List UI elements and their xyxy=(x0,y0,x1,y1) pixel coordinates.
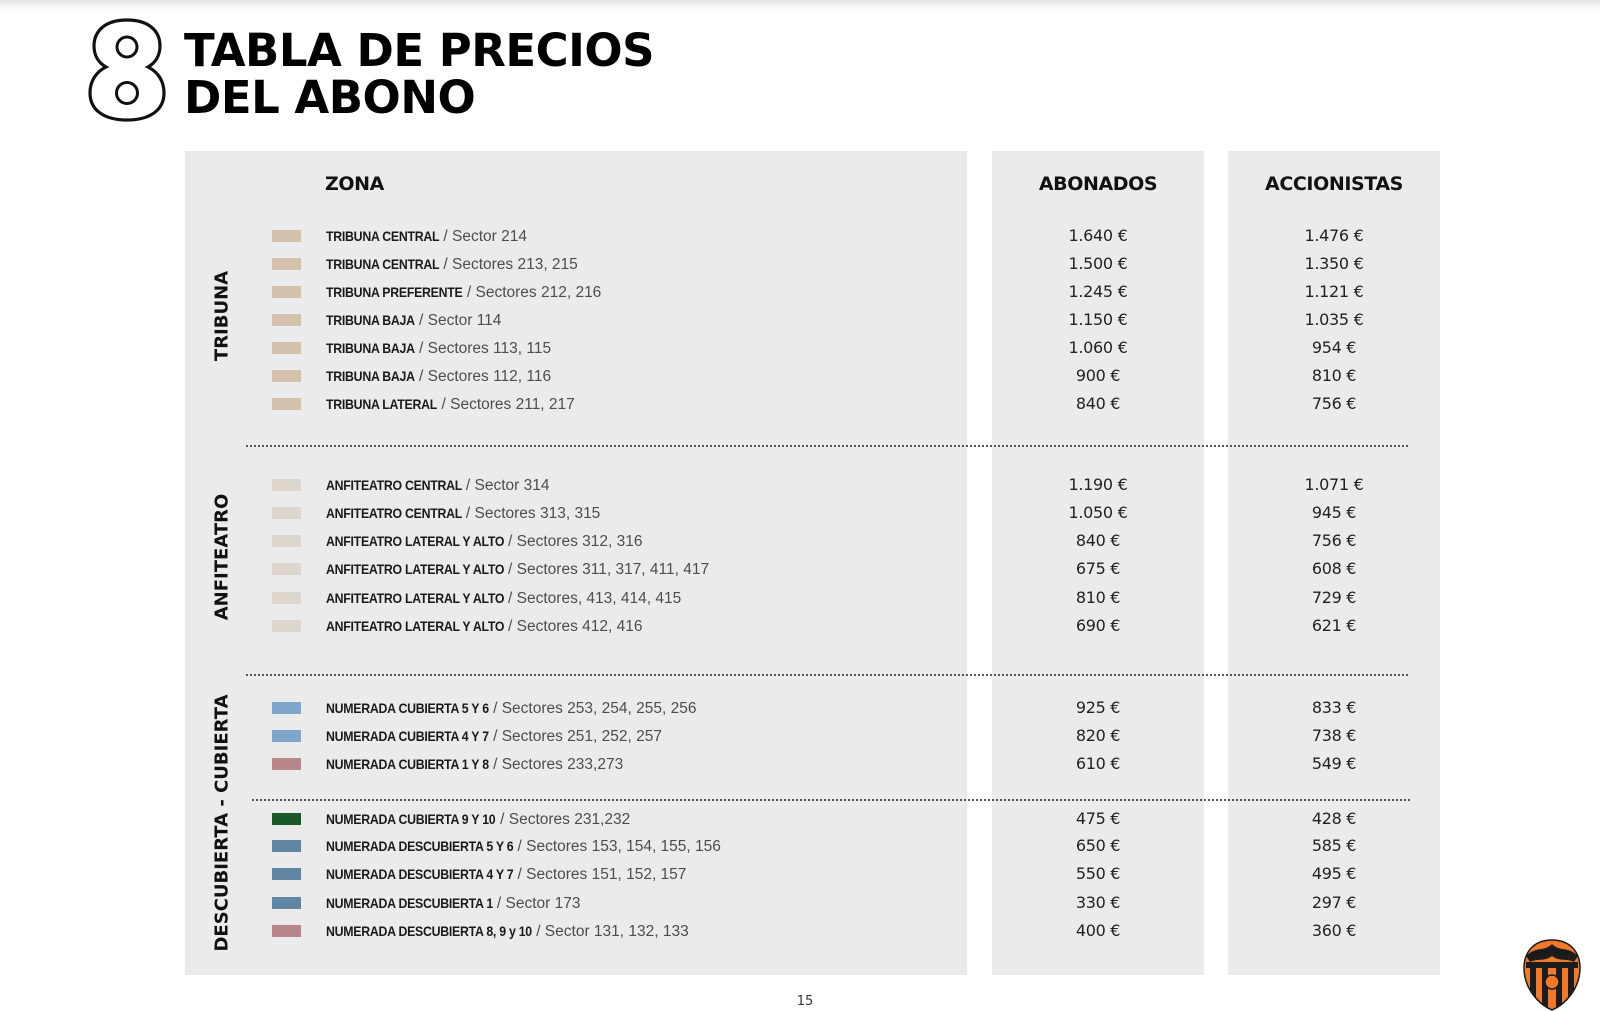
zone-sectors: / Sector 214 xyxy=(439,228,527,245)
zone-color-swatch xyxy=(272,258,301,270)
price-accionistas: 1.071 € xyxy=(1304,475,1364,494)
zone-sectors: / Sectores 151, 152, 157 xyxy=(513,866,687,883)
section-number-8-icon xyxy=(84,14,170,124)
zone-sectors: / Sector 314 xyxy=(461,477,550,494)
table-row xyxy=(0,250,1600,278)
table-row xyxy=(0,390,1600,418)
zone-color-swatch xyxy=(272,342,301,354)
price-abonados: 675 € xyxy=(1075,559,1121,578)
zone-name: NUMERADA CUBIERTA 9 Y 10 xyxy=(326,811,496,827)
zone-label xyxy=(326,754,623,775)
price-abonados: 690 € xyxy=(1075,616,1121,635)
zone-sectors: / Sectores 253, 254, 255, 256 xyxy=(488,700,697,717)
zone-color-swatch xyxy=(272,479,301,491)
zone-sectors: / Sectores 113, 115 xyxy=(414,340,552,357)
price-accionistas: 1.476 € xyxy=(1304,226,1364,245)
zone-name: TRIBUNA BAJA xyxy=(326,368,415,384)
zone-color-swatch xyxy=(272,702,301,714)
price-accionistas: 360 € xyxy=(1311,921,1357,940)
zone-label xyxy=(326,921,689,942)
zone-name: ANFITEATRO CENTRAL xyxy=(326,477,463,493)
table-row xyxy=(0,362,1600,390)
zone-sectors: / Sectores 311, 317, 411, 417 xyxy=(503,561,710,578)
group-separator xyxy=(246,445,1408,447)
zone-name: NUMERADA CUBIERTA 1 Y 8 xyxy=(326,756,489,772)
table-row xyxy=(0,750,1600,778)
price-accionistas: 495 € xyxy=(1311,864,1357,883)
table-row xyxy=(0,860,1600,888)
table-row xyxy=(0,832,1600,860)
price-accionistas: 954 € xyxy=(1311,338,1357,357)
zone-name: NUMERADA DESCUBIERTA 8, 9 y 10 xyxy=(326,923,532,939)
price-accionistas: 729 € xyxy=(1311,588,1357,607)
table-row xyxy=(0,334,1600,362)
zone-name: NUMERADA DESCUBIERTA 5 Y 6 xyxy=(326,838,514,854)
zone-color-swatch xyxy=(272,840,301,852)
zone-label xyxy=(326,394,575,415)
price-abonados: 1.640 € xyxy=(1068,226,1128,245)
zone-name: NUMERADA DESCUBIERTA 4 Y 7 xyxy=(326,866,514,882)
zone-color-swatch xyxy=(272,563,301,575)
zone-name: ANFITEATRO LATERAL Y ALTO xyxy=(326,533,505,549)
price-accionistas: 810 € xyxy=(1311,366,1357,385)
price-accionistas: 1.035 € xyxy=(1304,310,1364,329)
table-row xyxy=(0,555,1600,583)
page-title-line1: TABLA DE PRECIOS xyxy=(184,24,655,77)
zone-label xyxy=(326,366,551,387)
zone-label xyxy=(326,282,601,303)
zone-sectors: / Sectores 412, 416 xyxy=(503,618,643,635)
zone-name: TRIBUNA BAJA xyxy=(326,340,415,356)
zone-label xyxy=(326,503,600,524)
price-accionistas: 621 € xyxy=(1311,616,1357,635)
table-row xyxy=(0,612,1600,640)
zone-color-swatch xyxy=(272,370,301,382)
zone-label xyxy=(326,254,578,275)
price-accionistas: 608 € xyxy=(1311,559,1357,578)
price-accionistas: 1.121 € xyxy=(1304,282,1364,301)
zone-label xyxy=(326,864,686,885)
zone-label xyxy=(326,726,662,747)
price-abonados: 1.060 € xyxy=(1068,338,1128,357)
zone-name: TRIBUNA CENTRAL xyxy=(326,256,440,272)
price-accionistas: 1.350 € xyxy=(1304,254,1364,273)
zone-label xyxy=(326,698,696,719)
zone-label xyxy=(326,616,642,637)
zone-label xyxy=(326,226,527,247)
zone-color-swatch xyxy=(272,758,301,770)
table-row xyxy=(0,722,1600,750)
price-abonados: 475 € xyxy=(1075,809,1121,828)
zone-label xyxy=(326,559,709,580)
zone-sectors: / Sectores 213, 215 xyxy=(439,256,578,273)
price-abonados: 330 € xyxy=(1075,893,1121,912)
price-abonados: 650 € xyxy=(1075,836,1121,855)
zone-name: ANFITEATRO LATERAL Y ALTO xyxy=(326,561,505,577)
table-row xyxy=(0,694,1600,722)
zone-name: ANFITEATRO CENTRAL xyxy=(326,505,463,521)
zone-color-swatch xyxy=(272,592,301,604)
group-separator xyxy=(246,674,1408,676)
zone-sectors: / Sectores 231,232 xyxy=(495,811,631,828)
zone-label xyxy=(326,475,549,496)
table-row xyxy=(0,306,1600,334)
zone-color-swatch xyxy=(272,314,301,326)
price-abonados: 840 € xyxy=(1075,531,1121,550)
zone-name: NUMERADA DESCUBIERTA 1 xyxy=(326,895,493,911)
zone-color-swatch xyxy=(272,230,301,242)
zone-sectors: / Sectores 233,273 xyxy=(488,756,624,773)
table-row xyxy=(0,527,1600,555)
price-accionistas: 428 € xyxy=(1311,809,1357,828)
zone-name: TRIBUNA PREFERENTE xyxy=(326,284,463,300)
zone-sectors: / Sectores 251, 252, 257 xyxy=(488,728,662,745)
price-abonados: 925 € xyxy=(1075,698,1121,717)
zone-label xyxy=(326,338,551,359)
zone-color-swatch xyxy=(272,535,301,547)
table-row xyxy=(0,917,1600,945)
valencia-cf-crest-logo xyxy=(1522,938,1582,1011)
page-number: 15 xyxy=(796,994,814,1009)
price-accionistas: 756 € xyxy=(1311,531,1357,550)
price-abonados: 550 € xyxy=(1075,864,1121,883)
zone-label xyxy=(326,836,721,857)
zone-name: ANFITEATRO LATERAL Y ALTO xyxy=(326,618,505,634)
zone-sectors: / Sectores 312, 316 xyxy=(503,533,643,550)
zone-color-swatch xyxy=(272,813,301,825)
price-accionistas: 585 € xyxy=(1311,836,1357,855)
page-title xyxy=(184,24,655,124)
price-abonados: 1.500 € xyxy=(1068,254,1128,273)
table-row xyxy=(0,278,1600,306)
subgroup-separator xyxy=(252,799,1410,801)
zone-name: TRIBUNA CENTRAL xyxy=(326,228,440,244)
table-row xyxy=(0,499,1600,527)
table-row xyxy=(0,584,1600,612)
zone-sectors: / Sectores 153, 154, 155, 156 xyxy=(513,838,721,855)
price-abonados: 1.150 € xyxy=(1068,310,1128,329)
price-abonados: 1.050 € xyxy=(1068,503,1128,522)
table-row xyxy=(0,889,1600,917)
price-abonados: 1.190 € xyxy=(1068,475,1128,494)
column-header-accionistas: ACCIONISTAS xyxy=(1265,173,1403,195)
price-abonados: 400 € xyxy=(1075,921,1121,940)
zone-sectors: / Sector 114 xyxy=(414,312,502,329)
page-title-line2: DEL ABONO xyxy=(184,71,476,124)
zone-color-swatch xyxy=(272,620,301,632)
zone-label xyxy=(326,310,501,331)
zone-color-swatch xyxy=(272,925,301,937)
price-accionistas: 756 € xyxy=(1311,394,1357,413)
price-abonados: 1.245 € xyxy=(1068,282,1128,301)
zone-name: ANFITEATRO LATERAL Y ALTO xyxy=(326,590,505,606)
zone-color-swatch xyxy=(272,507,301,519)
column-header-zona: ZONA xyxy=(325,173,384,195)
table-row xyxy=(0,471,1600,499)
zone-label xyxy=(326,809,630,830)
price-accionistas: 297 € xyxy=(1311,893,1357,912)
top-edge-shadow xyxy=(0,0,1600,10)
zone-sectors: / Sectores 212, 216 xyxy=(462,284,602,301)
zone-name: NUMERADA CUBIERTA 4 Y 7 xyxy=(326,728,489,744)
zone-label xyxy=(326,588,681,609)
price-abonados: 810 € xyxy=(1075,588,1121,607)
zone-color-swatch xyxy=(272,398,301,410)
table-row xyxy=(0,222,1600,250)
zone-sectors: / Sectores 313, 315 xyxy=(461,505,601,522)
price-abonados: 610 € xyxy=(1075,754,1121,773)
table-row xyxy=(0,805,1600,833)
zone-name: TRIBUNA LATERAL xyxy=(326,396,438,412)
price-accionistas: 945 € xyxy=(1311,503,1357,522)
zone-color-swatch xyxy=(272,897,301,909)
price-abonados: 840 € xyxy=(1075,394,1121,413)
zone-sectors: / Sectores, 413, 414, 415 xyxy=(503,590,682,607)
price-accionistas: 738 € xyxy=(1311,726,1357,745)
zone-color-swatch xyxy=(272,286,301,298)
column-header-abonados: ABONADOS xyxy=(1038,173,1158,195)
zone-sectors: / Sector 131, 132, 133 xyxy=(531,923,689,940)
price-abonados: 900 € xyxy=(1075,366,1121,385)
zone-name: TRIBUNA BAJA xyxy=(326,312,415,328)
zone-name: NUMERADA CUBIERTA 5 Y 6 xyxy=(326,700,489,716)
zone-sectors: / Sectores 112, 116 xyxy=(414,368,552,385)
zone-color-swatch xyxy=(272,730,301,742)
zone-label xyxy=(326,893,580,914)
price-accionistas: 549 € xyxy=(1311,754,1357,773)
zone-color-swatch xyxy=(272,868,301,880)
zone-label xyxy=(326,531,642,552)
zone-sectors: / Sector 173 xyxy=(492,895,581,912)
zone-sectors: / Sectores 211, 217 xyxy=(437,396,575,413)
price-accionistas: 833 € xyxy=(1311,698,1357,717)
price-abonados: 820 € xyxy=(1075,726,1121,745)
